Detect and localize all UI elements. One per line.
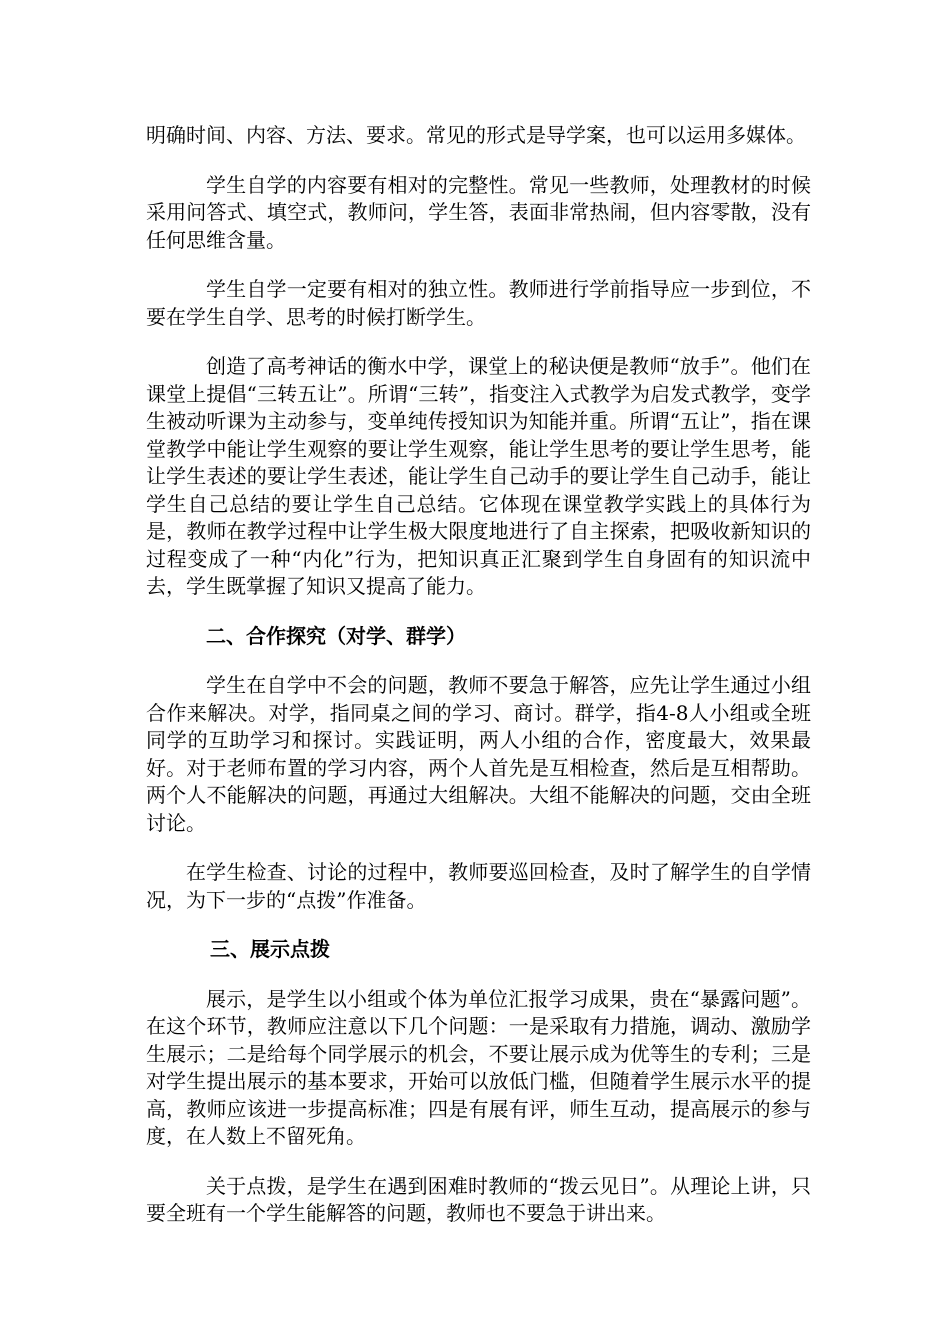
section-heading-3: 三、展示点拨 bbox=[210, 937, 330, 961]
paragraph-5: 学生在自学中不会的问题，教师不要急于解答，应先让学生通过小组合作来解决。对学，指同桌之间的学习、商讨。群学，指4-8人小组或全班同学的互助学习和探讨。实践证明，两人小组的合作，密度最大，效果最好。对于老师布置的学习内容，两个人首先是互相检查，然后是互相帮助。两个人不能解决的问题，再通过大组解决。大组不能解决的问题，交由全班讨论。 bbox=[146, 673, 811, 835]
section-heading-2: 二、合作探究（对学、群学） bbox=[206, 623, 466, 648]
paragraph-8: 关于点拨，是学生在遇到困难时教师的“拨云见日”。从理论上讲，只要全班有一个学生能解答的问题，教师也不要急于讲出来。 bbox=[146, 1173, 811, 1225]
paragraph-4: 创造了高考神话的衡水中学，课堂上的秘诀便是教师“放手”。他们在课堂上提倡“三转五让”。所谓“三转”，指变注入式教学为启发式教学，变学生被动听课为主动参与，变单纯传授知识为知能并重。所谓“五让”，指在课堂教学中能让学生观察的要让学生观察，能让学生思考的要让学生思考，能让学生表述的要让学生表述，能让学生自己动手的要让学生自己动手，能让学生自己总结的要让学生自己总结。它体现在课堂教学实践上的具体行为是，教师在教学过程中让学生极大限度地进行了自主探索，把吸收新知识的过程变成了一种“内化”行为，把知识真正汇聚到学生自身固有的知识流中去，学生既掌握了知识又提高了能力。 bbox=[146, 354, 811, 598]
paragraph-3: 学生自学一定要有相对的独立性。教师进行学前指导应一步到位，不要在学生自学、思考的时候打断学生。 bbox=[146, 277, 811, 329]
paragraph-7: 展示，是学生以小组或个体为单位汇报学习成果，贵在“暴露问题”。在这个环节，教师应注意以下几个问题：一是采取有力措施，调动、激励学生展示；二是给每个同学展示的机会，不要让展示成为优等生的专利；三是对学生提出展示的基本要求，开始可以放低门槛，但随着学生展示水平的提高，教师应该进一步提高标准；四是有展有评，师生互动，提高展示的参与度，在人数上不留死角。 bbox=[146, 986, 811, 1148]
paragraph-6: 在学生检查、讨论的过程中，教师要巡回检查，及时了解学生的自学情况，为下一步的“点拨”作准备。 bbox=[146, 860, 811, 912]
paragraph-1: 明确时间、内容、方法、要求。常见的形式是导学案，也可以运用多媒体。 bbox=[146, 123, 806, 147]
document-body bbox=[146, 122, 811, 1250]
paragraph-2: 学生自学的内容要有相对的完整性。常见一些教师，处理教材的时候采用问答式、填空式，教师问，学生答，表面非常热闹，但内容零散，没有任何思维含量。 bbox=[146, 172, 811, 252]
